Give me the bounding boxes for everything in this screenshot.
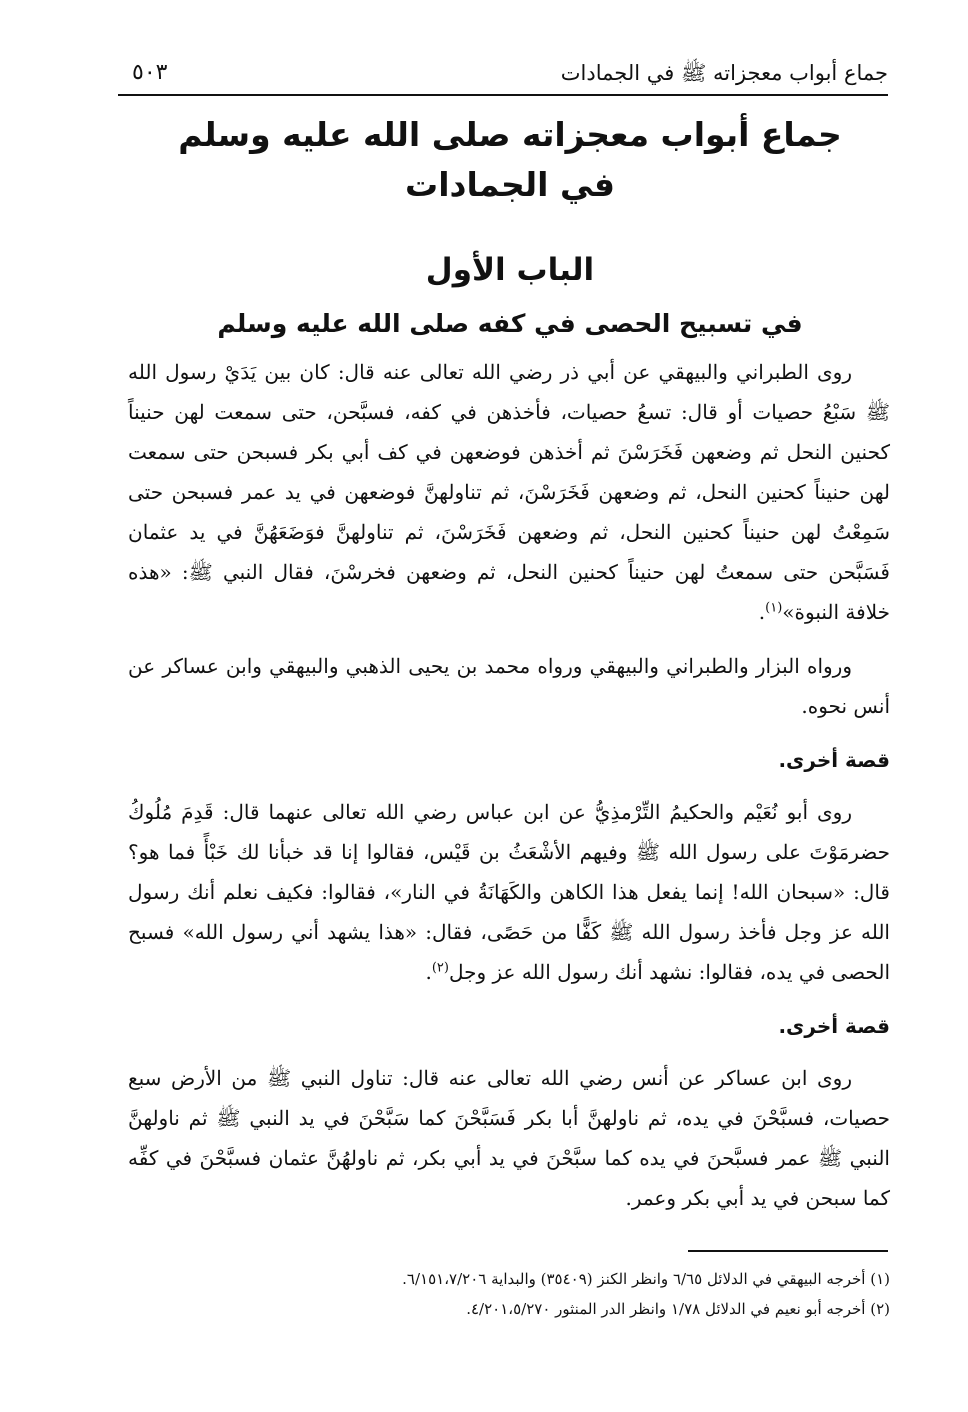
main-title-line-2: في الجمادات: [405, 165, 615, 204]
running-title: جماع أبواب معجزاته ﷺ في الجمادات: [560, 61, 888, 85]
chapter-title: الباب الأول: [425, 252, 595, 288]
footnote-1: (١) أخرجه البيهقي في الدلائل ٦/٦٥ وانظر الكنز (٣٥٤٠٩) والبداية ٦/١٥١،٧/٢٠٦.: [402, 1270, 890, 1288]
paragraph-4: روى ابن عساكر عن أنس رضي الله تعالى عنه قال: تناول النبي ﷺ من الأرض سبع حصيات، فسبَّحْنَ في يده، ثم ناولهنَّ أبا بكر فَسَبَّحْنَ كما سَبَّحْنَ في يد النبي ﷺ ثم ناولهنَّ النبي ﷺ عمر فسبَّحنَ في يده كما سبَّحْنَ في يد أبي بكر، ثم ناولهُنَّ عثمان فسبَّحْنَ في كفِّه كما سبحن في يد أبي بكر وعمر.: [128, 1066, 890, 1210]
header-rule: [118, 94, 888, 96]
running-header: [118, 58, 888, 98]
story-heading-2: قصة أخرى.: [778, 1014, 890, 1038]
chapter-subtitle: في تسبيح الحصى في كفه صلى الله عليه وسلم: [217, 309, 803, 338]
footnote-2: (٢) أخرجه أبو نعيم في الدلائل ١/٧٨ وانظر الدر المنثور ٤/٢٠١،٥/٢٧٠.: [466, 1300, 890, 1318]
footnotes: [130, 1264, 890, 1324]
paragraph-3: روى أبو نُعَيْم والحكيمُ التِّرْمذِيُّ عن ابن عباس رضي الله تعالى عنهما قال: قَدِمَ مُلُوكُ حضرمَوْتَ على رسول الله ﷺ وفيهم الأشْعَثُ بن قَيْس، فقالوا إنا قد خبأنا لك خَبْأً فما هو؟ قال: «سبحان الله! إنما يفعل هذا الكاهن والكَهَانَةُ في النار»، فقالوا: فكيف نعلم أنك رسول الله عز وجل فأخذ رسول الله ﷺ كَفًّا من حَصًى، فقال: «هذا يشهد أني رسول الله» فسبح الحصى في يده، فقالوا: نشهد أنك رسول الله عز وجل$^{(٢)}$.: [128, 800, 890, 984]
paragraph-3-text: روى أبو نُعَيْم والحكيمُ التِّرْمذِيُّ عن ابن عباس رضي الله تعالى عنهما قال: قَدِمَ مُلُوكُ حضرمَوْتَ على رسول الله ﷺ وفيهم الأشْعَثُ بن قَيْس، فقالوا إنا قد خبأنا لك خَبْأً فما هو؟ قال: «سبحان الله! إنما يفعل هذا الكاهن والكَهَانَةُ في النار»، فقالوا: فكيف نعلم أنك رسول الله عز وجل فأخذ رسول الله ﷺ كَفًّا من حَصًى، فقال: «هذا يشهد أني رسول الله» فسبح الحصى في يده، فقالوا: نشهد أنك رسول الله عز وجل: [128, 800, 890, 984]
story-heading-1: قصة أخرى.: [778, 748, 890, 772]
footnote-ref-2: (٢): [431, 960, 449, 976]
footnote-ref-1: (١): [765, 600, 783, 616]
paragraph-1-text: روى الطبراني والبيهقي عن أبي ذر رضي الله تعالى عنه قال: كان بين يَدَيْ رسول الله ﷺ سَبْعُ حصيات أو قال: تسعُ حصيات، فأخذهن في كفه، فسبَّحن، حتى سمعت لهن حنيناً كحنين النحل ثم وضعهن فَخَرَسْنَ ثم أخذهن فوضعهن في كف أبي بكر فسبحن حتى سمعت لهن حنيناً كحنين النحل، ثم وضعهن فَخَرَسْنَ، ثم تناولهنَّ فوضعهن في يد عمر فسبحن حتى سَمِعْتُ لهن حنيناً كحنين النحل، ثم وضعهن فَخَرَسْنَ، ثم تناولهنَّ فوَضَعَهُنَّ في يد عثمان فَسَبَّحن حتى سمعتُ لهن حنيناً كحنين النحل، ثم وضعهن فخرسْنَ، فقال النبي ﷺ: «هذه خلافة النبوة»: [128, 360, 891, 624]
main-title: [130, 110, 890, 210]
paragraph-1: روى الطبراني والبيهقي عن أبي ذر رضي الله تعالى عنه قال: كان بين يَدَيْ رسول الله ﷺ سَبْعُ حصيات أو قال: تسعُ حصيات، فأخذهن في كفه، فسبَّحن، حتى سمعت لهن حنيناً كحنين النحل ثم وضعهن فَخَرَسْنَ ثم أخذهن فوضعهن في كف أبي بكر فسبحن حتى سمعت لهن حنيناً كحنين النحل، ثم وضعهن فَخَرَسْنَ، ثم تناولهنَّ فوضعهن في يد عمر فسبحن حتى سَمِعْتُ لهن حنيناً كحنين النحل، ثم وضعهن فَخَرَسْنَ، ثم تناولهنَّ فوَضَعَهُنَّ في يد عثمان فَسَبَّحن حتى سمعتُ لهن حنيناً كحنين النحل، ثم وضعهن فخرسْنَ، فقال النبي ﷺ: «هذه خلافة النبوة»$^{(١)}$.: [128, 360, 891, 624]
page-number: ٥٠٣: [132, 60, 168, 85]
main-title-line-1: جماع أبواب معجزاته صلى الله عليه وسلم: [178, 115, 842, 154]
paragraph-2: ورواه البزار والطبراني والبيهقي ورواه محمد بن يحيى الذهبي والبيهقي وابن عساكر عن أنس نحوه.: [128, 654, 890, 718]
footnote-rule: [688, 1250, 888, 1252]
body-text: [128, 352, 890, 1232]
